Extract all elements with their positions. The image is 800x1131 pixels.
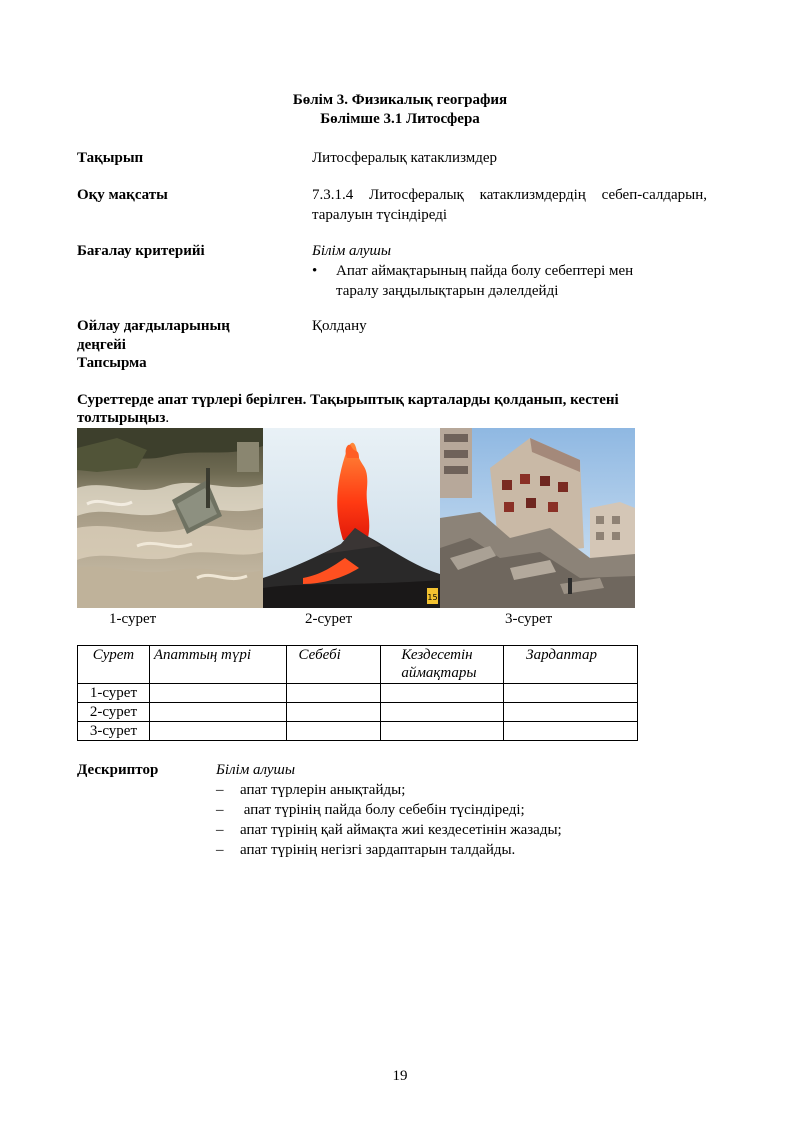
topic-value: Литосфералық катаклизмдер — [312, 150, 498, 166]
table-cell[interactable] — [286, 684, 381, 703]
criteria-bullet-line-1: Апат аймақтарының пайда болу себептері мен — [336, 263, 634, 279]
table-header-row — [78, 646, 638, 684]
flood-photo — [77, 428, 263, 608]
volcano-photo — [263, 428, 440, 608]
dash-icon: – — [216, 842, 224, 858]
descriptor-label: Дескриптор — [77, 762, 159, 778]
task-line-1: Суреттерде апат түрлері берілген. Тақырыптық карталарды қолданып, кестені — [77, 392, 619, 408]
header-cell-picture: Сурет — [78, 646, 150, 684]
dash-icon: – — [216, 802, 224, 818]
row-label: 1-сурет — [78, 684, 150, 703]
caption-3: 3-сурет — [505, 611, 553, 627]
task-line-2-text: толтырыңыз — [77, 410, 166, 426]
header-cell-type: Апаттың түрі — [149, 646, 286, 684]
dash-icon: – — [216, 822, 224, 838]
descriptor-intro: Білім алушы — [216, 762, 296, 778]
table-cell[interactable] — [149, 722, 286, 741]
descriptor-item-text: апат түрінің қай аймақта жиі кездесетінін жазады; — [240, 822, 562, 838]
task-line-2-end: . — [165, 410, 170, 426]
earthquake-photo — [440, 428, 635, 608]
thinking-value: Қолдану — [312, 318, 367, 334]
page-number: 19 — [392, 1068, 408, 1084]
criteria-label: Бағалау критерийі — [77, 243, 205, 259]
caption-1: 1-сурет — [109, 611, 157, 627]
table-cell[interactable] — [149, 684, 286, 703]
table-cell[interactable] — [381, 703, 504, 722]
section-title: Бөлім 3. Физикалық география — [292, 92, 508, 108]
goal-label: Оқу мақсаты — [77, 187, 168, 203]
thinking-label-line-2: деңгейі — [77, 337, 126, 353]
header-cell-consequences: Зардаптар — [504, 646, 638, 684]
table-cell[interactable] — [504, 722, 638, 741]
descriptor-item-text: апат түрінің негізгі зардаптарын талдайды. — [240, 842, 516, 858]
task-label: Тапсырма — [77, 355, 147, 371]
criteria-intro: Білім алушы — [312, 243, 392, 259]
table-cell[interactable] — [286, 703, 381, 722]
row-label: 3-сурет — [78, 722, 150, 741]
answer-table — [77, 645, 638, 741]
row-label: 2-сурет — [78, 703, 150, 722]
table-row — [78, 684, 638, 703]
criteria-bullet — [312, 261, 707, 301]
table-cell[interactable] — [381, 684, 504, 703]
table-cell[interactable] — [381, 722, 504, 741]
bullet-icon: • — [312, 263, 318, 279]
table-cell[interactable] — [149, 703, 286, 722]
table-row — [78, 722, 638, 741]
table-cell[interactable] — [286, 722, 381, 741]
table-cell[interactable] — [504, 703, 638, 722]
thinking-label-line-1: Ойлау дағдыларының — [77, 318, 230, 334]
header-cell-cause: Себебі — [286, 646, 381, 684]
descriptor-item-text: апат түрінің пайда болу себебін түсіндіреді; — [240, 802, 525, 818]
subsection-title: Бөлімше 3.1 Литосфера — [320, 111, 480, 127]
table-row — [78, 703, 638, 722]
table-cell[interactable] — [504, 684, 638, 703]
task-line-2 — [77, 409, 169, 427]
topic-label: Тақырып — [77, 150, 144, 166]
photo-badge: 15 — [427, 593, 438, 602]
descriptor-item-text: апат түрлерін анықтайды; — [240, 782, 406, 798]
goal-value: 7.3.1.4 Литосфералық катаклизмдердің себеп-салдарын, таралуын түсіндіреді — [312, 187, 707, 223]
criteria-bullet-line-2: таралу заңдылықтарын дәлелдейді — [336, 283, 559, 299]
header-cell-regions: Кездесетін аймақтары — [381, 646, 504, 684]
dash-icon: – — [216, 782, 224, 798]
caption-2: 2-сурет — [305, 611, 353, 627]
